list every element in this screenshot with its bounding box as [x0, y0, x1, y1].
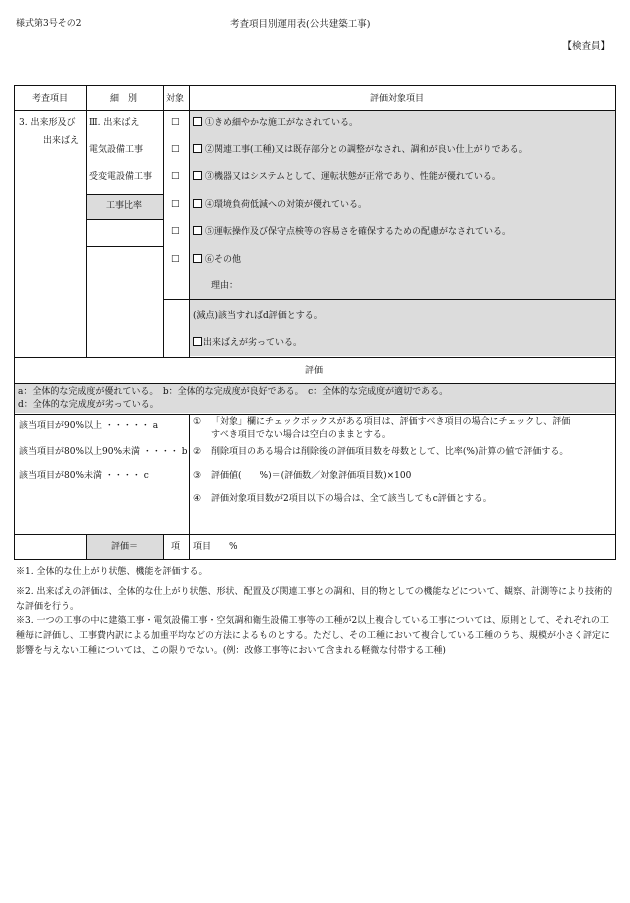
count-label: 項	[171, 542, 181, 552]
note-4-text: 評価対象項目数が2項目以下の場合は、全て該当してもc評価とする。	[211, 494, 492, 504]
grade-legend-1: a：全体的な完成度が優れている。 b：全体的な完成度が良好である。 c：全体的な完成度が適切である。	[18, 387, 449, 397]
note-4-num: ④	[193, 494, 202, 504]
item-label-2: 出来ばえ	[43, 136, 80, 146]
note-3-num: ③	[193, 471, 202, 481]
item-label-1: 3. 出来形及び	[19, 118, 76, 128]
sub-electrical: 電気設備工事	[89, 145, 144, 155]
note-1-num: ①	[193, 417, 202, 427]
head-detail: 細 別	[110, 94, 138, 104]
criteria-checkbox[interactable]	[193, 144, 202, 153]
sub-category: Ⅲ. 出来ばえ	[89, 118, 140, 128]
note-2-text: 削除項目のある場合は削除後の評価項目数を母数として、比率(%)計算の値で評価する。	[211, 447, 569, 457]
deduction-note: (減点)該当すればd評価とする。	[193, 311, 323, 321]
target-checkbox-4[interactable]: □	[171, 199, 180, 209]
footnote-2: ※2. 出来ばえの評価は、全体的な仕上がり状態、形状、配置及び関連工事との調和、目的物としての機能などについて、観察、計測等により技術的な評価を行う。	[16, 587, 613, 612]
target-checkbox-2[interactable]: □	[171, 144, 180, 154]
note-1-text-cont: すべき項目でない場合は空白のままとする。	[211, 430, 391, 440]
criteria-checkbox[interactable]	[193, 171, 202, 180]
percent-label: 項目 %	[193, 542, 238, 552]
deduction-checkbox[interactable]	[193, 337, 202, 346]
rule-a: 該当項目が90%以上 ・・・・・ a	[19, 421, 159, 431]
sub-substation: 受変電設備工事	[89, 172, 153, 182]
criteria-item-3: ③機器又はシステムとして、運転状態が正常であり、性能が優れている。	[193, 171, 501, 183]
score-label: 評価＝	[111, 542, 139, 552]
note-2-num: ②	[193, 447, 202, 457]
ratio-label: 工事比率	[106, 201, 143, 211]
evaluation-table	[14, 85, 616, 560]
criteria-checkbox[interactable]	[193, 254, 202, 263]
note-3-text: 評価値( %)＝(評価数／対象評価項目数)×100	[211, 471, 412, 481]
target-checkbox-5[interactable]: □	[171, 226, 180, 236]
head-target: 対象	[166, 94, 185, 104]
criteria-item-5: ⑤運転操作及び保守点検等の容易さを確保するための配慮がなされている。	[193, 226, 511, 238]
criteria-checkbox[interactable]	[193, 199, 202, 208]
grade-legend-2: d：全体的な完成度が劣っている。	[18, 400, 159, 410]
criteria-checkbox[interactable]	[193, 226, 202, 235]
reason-label: 理由：	[211, 281, 239, 291]
target-checkbox-6[interactable]: □	[171, 254, 180, 264]
deduction-item: 出来ばえが劣っている。	[193, 337, 302, 349]
criteria-item-4: ④環境負荷低減への対策が優れている。	[193, 199, 367, 211]
target-checkbox-1[interactable]: □	[171, 117, 180, 127]
inspector-label: 【検査員】	[562, 41, 610, 52]
footnote-1: ※1. 全体的な仕上がり状態、機能を評価する。	[16, 567, 208, 577]
page-title: 考査項目別運用表(公共建築工事)	[230, 19, 371, 30]
rule-c: 該当項目が80%未満 ・・・・ c	[19, 471, 149, 481]
footnote-3: ※3. 一つの工事の中に建築工事・電気設備工事・空気調和衛生設備工事等の工種が2以上複合している工事については、原則として、それぞれの工種毎に評価し、工事費内訳による加重平均などの方法によるものとする。ただし、その工種において複合している工種のうち、規模が小さく評定に影響を与えない工種については、この限りでない。(例：改修工事等において含まれる軽微な付帯する工種)	[16, 616, 611, 656]
head-item: 考査項目	[32, 94, 69, 104]
target-checkbox-3[interactable]: □	[171, 171, 180, 181]
note-1-text: 「対象」欄にチェックボックスがある項目は、評価すべき項目の場合にチェックし、評価	[211, 417, 571, 427]
criteria-checkbox[interactable]	[193, 117, 202, 126]
head-criteria: 評価対象項目	[370, 94, 425, 104]
evaluation-title: 評価	[305, 366, 324, 376]
criteria-item-1: ①きめ細やかな施工がなされている。	[193, 117, 358, 129]
criteria-item-2: ②関連工事(工種)又は既存部分との調整がなされ、調和が良い仕上がりである。	[193, 144, 528, 156]
form-number: 様式第3号その2	[16, 19, 82, 29]
rule-b: 該当項目が80%以上90%未満 ・・・・ b	[19, 447, 188, 457]
criteria-item-6: ⑥その他	[193, 254, 241, 266]
